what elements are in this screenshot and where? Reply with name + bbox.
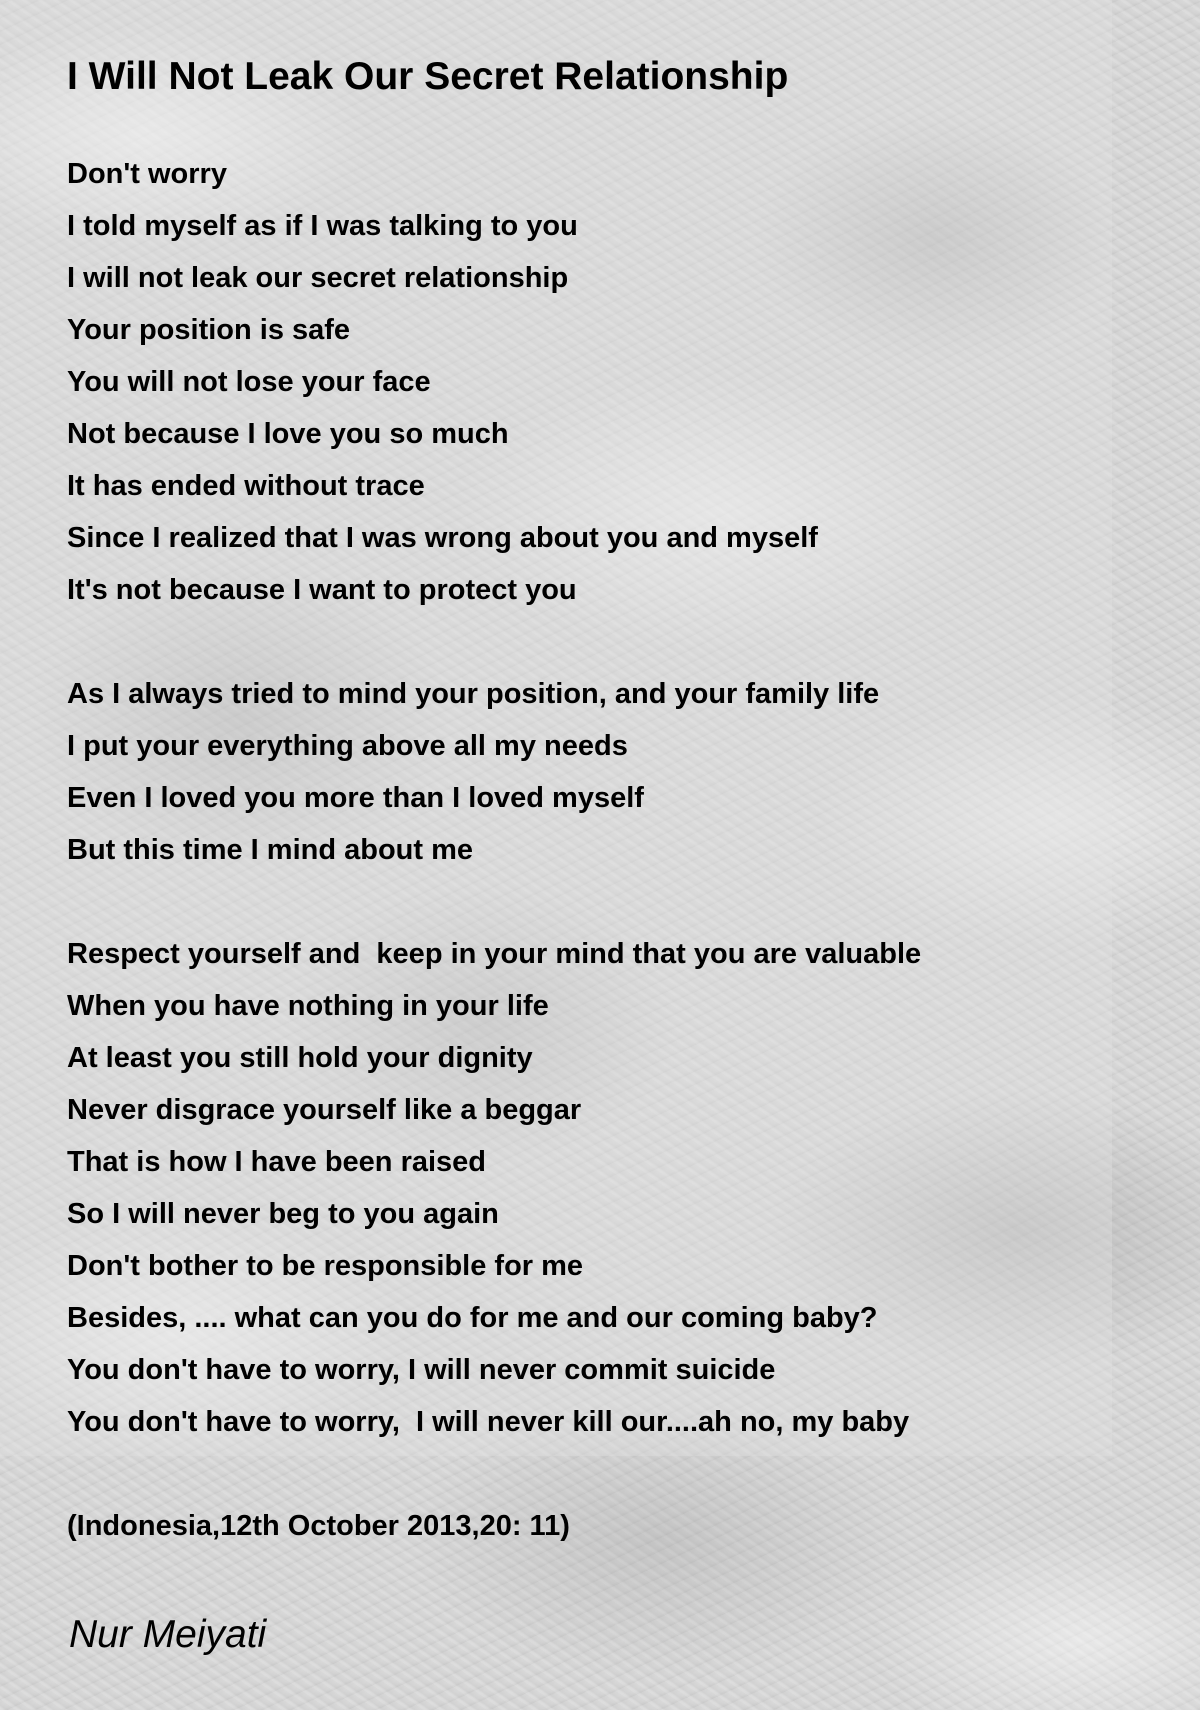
poem-title: I Will Not Leak Our Secret Relationship [67, 55, 789, 98]
stanza-1 [67, 148, 818, 616]
poem-line: Not because I love you so much [67, 418, 509, 450]
poem-line: You don't have to worry, I will never kill our....ah no, my baby [67, 1406, 910, 1438]
poem-line: But this time I mind about me [67, 834, 474, 866]
poem-line: Your position is safe [67, 314, 351, 346]
stanza-2 [67, 668, 879, 876]
poem-line: You don't have to worry, I will never commit suicide [67, 1354, 776, 1386]
poem-line: So I will never beg to you again [67, 1198, 499, 1230]
poem-line: Even I loved you more than I loved myself [67, 782, 644, 814]
poem-line: It's not because I want to protect you [67, 574, 577, 606]
poem-dateline: (Indonesia,12th October 2013,20: 11) [67, 1510, 570, 1542]
poem-line: That is how I have been raised [67, 1146, 487, 1178]
poem-line: Don't bother to be responsible for me [67, 1250, 584, 1282]
poem-line: When you have nothing in your life [67, 990, 549, 1022]
poem-line: I will not leak our secret relationship [67, 262, 569, 294]
poem-line: I put your everything above all my needs [67, 730, 628, 762]
poem-line: Since I realized that I was wrong about you and myself [67, 522, 818, 554]
poem-line: Besides, .... what can you do for me and our coming baby? [67, 1302, 878, 1334]
poem-line: Never disgrace yourself like a beggar [67, 1094, 582, 1126]
poem-author: Nur Meiyati [69, 1613, 267, 1656]
poem-line: I told myself as if I was talking to you [67, 210, 578, 242]
stanza-3 [67, 928, 921, 1448]
poem-line: Don't worry [67, 158, 227, 190]
poem-line: As I always tried to mind your position, and your family life [67, 678, 880, 710]
poem-line: At least you still hold your dignity [67, 1042, 533, 1074]
poem-line: You will not lose your face [67, 366, 431, 398]
poem-line: Respect yourself and keep in your mind that you are valuable [67, 938, 922, 970]
poem-line: It has ended without trace [67, 470, 425, 502]
